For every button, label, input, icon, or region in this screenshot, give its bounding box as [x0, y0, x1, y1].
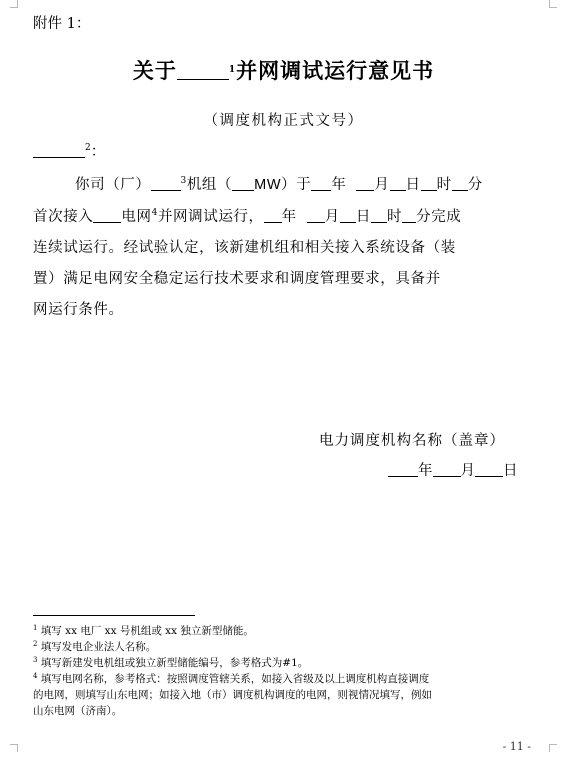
body-text: 电网 [121, 209, 152, 225]
blank [151, 176, 181, 191]
body-text: 年 [331, 177, 347, 193]
body-text: 月 [324, 209, 340, 225]
blank [356, 176, 374, 191]
footnote-number: 4 [33, 672, 38, 680]
unit-text: MW [254, 177, 282, 193]
title-suffix: 并网调试运行意见书 [236, 58, 435, 83]
footnote-marker: 3 [180, 176, 187, 186]
footnote-text: 填写发电企业法人名称。 [40, 641, 157, 653]
body-text: 分 [467, 177, 483, 193]
body-text: 日 [405, 177, 421, 193]
recipient-line [33, 140, 105, 161]
footnote-separator [33, 615, 195, 616]
body-text: 时 [436, 177, 452, 193]
blank [390, 176, 406, 191]
blank [311, 176, 331, 191]
blank [433, 462, 461, 477]
body-line-3: 连续试运行。经试验认定，该新建机组和相关接入系统设备（装 [33, 240, 456, 256]
date-year-label: 年 [418, 463, 433, 479]
body-text: 月 [374, 177, 390, 193]
footnote-number: 2 [33, 640, 38, 648]
footnote-number: 1 [33, 624, 38, 632]
crop-mark-bottom-right [549, 744, 557, 752]
body-line-4: 置）满足电网安全稳定运行技术要求和调度管理要求，具备并 [33, 271, 441, 287]
blank [307, 208, 325, 223]
recipient-colon: ： [90, 144, 106, 160]
footnote-4-line-2: 的电网，则填写山东电网；如接入地（市）调度机构调度的电网，则视情况填写，例如 [33, 689, 432, 701]
crop-mark-bottom-left [10, 744, 18, 752]
body-text: 机组（ [186, 177, 233, 193]
title-prefix: 关于 [132, 58, 177, 83]
attachment-label: 附件 1： [33, 16, 91, 32]
blank [388, 462, 418, 477]
blank [402, 208, 416, 223]
footnote-3 [33, 655, 308, 670]
body-text: 你司（厂） [75, 177, 151, 193]
body-line-5: 网运行条件。 [33, 302, 124, 318]
blank [421, 176, 437, 191]
footnote-text: 填写新建发电机组或独立新型储能编号，参考格式为#1。 [40, 657, 309, 669]
blank [340, 208, 356, 223]
date-month-label: 月 [460, 463, 475, 479]
footnote-2 [33, 639, 156, 654]
title-footnote-marker: 1 [228, 65, 237, 75]
date-day-label: 日 [503, 463, 518, 479]
signature-org: 电力调度机构名称（盖章） [319, 433, 505, 449]
body-text: 时 [386, 209, 403, 225]
footnote-number: 3 [33, 656, 38, 664]
recipient-blank [33, 143, 85, 158]
footnote-4 [33, 671, 429, 686]
body-text: 日 [355, 209, 371, 225]
blank [232, 176, 254, 191]
blank [475, 462, 503, 477]
crop-mark-top-left [10, 0, 18, 8]
footnote-4-line-3: 山东电网（济南）。 [33, 705, 123, 717]
body-text: 首次接入 [33, 209, 94, 225]
document-title [0, 55, 567, 85]
footnote-marker: 4 [151, 208, 158, 218]
body-text: ）于 [281, 177, 312, 193]
signature-date [388, 459, 518, 480]
blank [264, 208, 282, 223]
footnote-text: 填写 xx 电厂 xx 号机组或 xx 独立新型储能。 [40, 625, 254, 637]
body-line-2 [33, 205, 461, 226]
body-text: 年 [281, 209, 297, 225]
page-number: - 11 - [502, 740, 531, 753]
body-line-1 [75, 173, 483, 194]
body-text: 并网调试运行， [157, 209, 264, 225]
blank [371, 208, 387, 223]
blank [452, 176, 468, 191]
crop-mark-top-right [549, 0, 557, 8]
footnote-1 [33, 623, 254, 638]
body-text: 分完成 [416, 209, 462, 225]
blank [93, 208, 121, 223]
document-subtitle: （调度机构正式文号） [203, 113, 364, 129]
title-blank [177, 62, 229, 80]
recipient-footnote-marker: 2 [85, 143, 91, 153]
footnote-text: 填写电网名称，参考格式：按照调度管辖关系，如接入省级及以上调度机构直接调度 [40, 673, 430, 685]
